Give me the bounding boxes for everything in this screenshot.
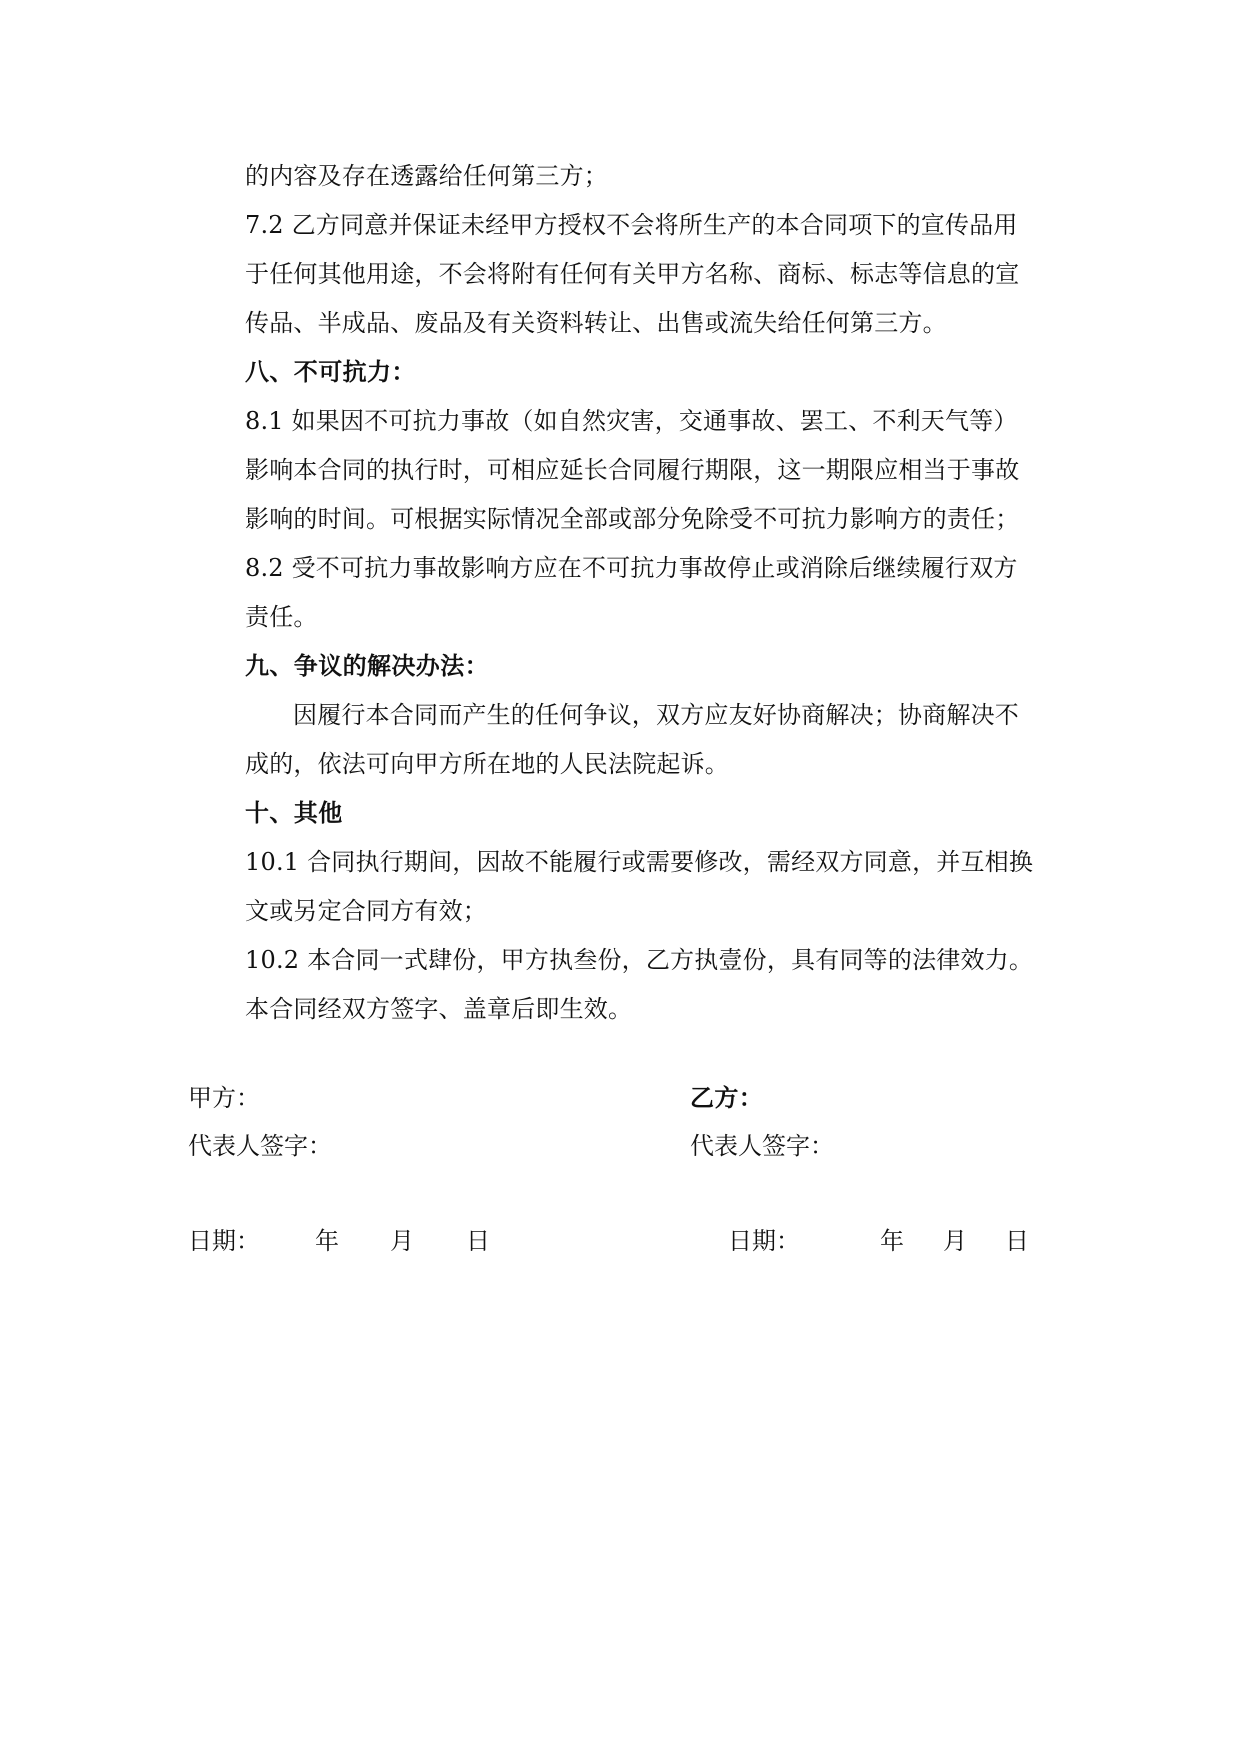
body-line: 影响的时间。可根据实际情况全部或部分免除受不可抗力影响方的责任；	[245, 505, 1020, 533]
section-heading: 八、不可抗力：	[245, 358, 416, 386]
party-b-date-label: 日期：	[728, 1227, 800, 1255]
party-b-year: 年	[880, 1227, 904, 1255]
body-line: 本合同经双方签字、盖章后即生效。	[245, 995, 633, 1023]
party-a-month: 月	[390, 1227, 414, 1255]
body-line: 7.2 乙方同意并保证未经甲方授权不会将所生产的本合同项下的宣传品用	[245, 211, 1018, 239]
body-line: 8.2 受不可抗力事故影响方应在不可抗力事故停止或消除后继续履行双方	[245, 554, 1018, 582]
party-a-date-label: 日期：	[188, 1227, 260, 1255]
body-line: 文或另定合同方有效；	[245, 897, 487, 925]
party-b-signature-label: 代表人签字：	[690, 1132, 834, 1160]
party-a-signature-label: 代表人签字：	[188, 1132, 332, 1160]
section-heading: 十、其他	[245, 799, 343, 827]
party-a-label: 甲方：	[188, 1084, 260, 1112]
body-line: 因履行本合同而产生的任何争议，双方应友好协商解决；协商解决不	[293, 701, 1019, 729]
party-a-year: 年	[315, 1227, 339, 1255]
body-line: 成的，依法可向甲方所在地的人民法院起诉。	[245, 750, 729, 778]
body-line: 10.1 合同执行期间，因故不能履行或需要修改，需经双方同意，并互相换	[245, 848, 1034, 876]
section-heading: 九、争议的解决办法：	[245, 652, 489, 680]
body-line: 责任。	[245, 603, 318, 631]
party-b-label: 乙方：	[690, 1084, 764, 1112]
party-a-day: 日	[466, 1227, 490, 1255]
body-line: 影响本合同的执行时，可相应延长合同履行期限，这一期限应相当于事故	[245, 456, 1020, 484]
body-line: 传品、半成品、废品及有关资料转让、出售或流失给任何第三方。	[245, 309, 947, 337]
body-line: 于任何其他用途，不会将附有任何有关甲方名称、商标、标志等信息的宣	[245, 260, 1020, 288]
party-b-day: 日	[1005, 1227, 1029, 1255]
party-b-month: 月	[943, 1227, 967, 1255]
body-line: 的内容及存在透露给任何第三方；	[245, 162, 608, 190]
body-line: 8.1 如果因不可抗力事故（如自然灾害，交通事故、罢工、不利天气等）	[245, 407, 1018, 435]
body-line: 10.2 本合同一式肆份，甲方执叁份，乙方执壹份，具有同等的法律效力。	[245, 946, 1034, 974]
